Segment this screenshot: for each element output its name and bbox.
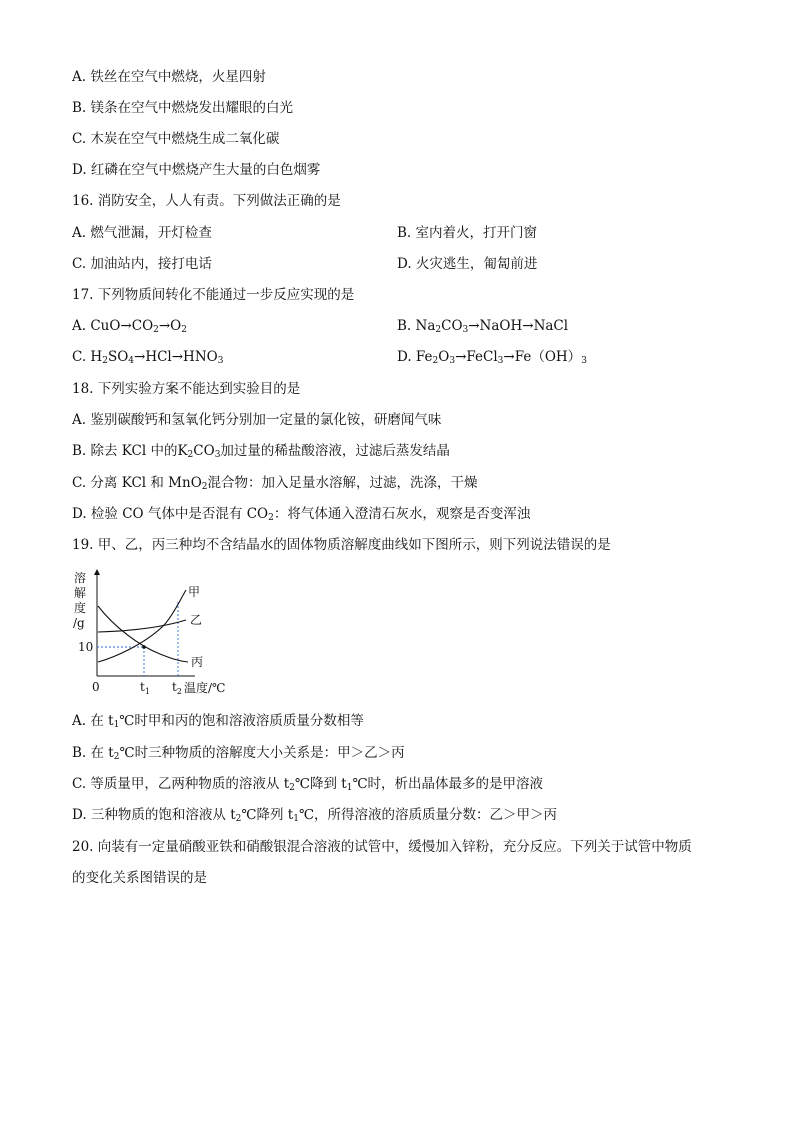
t2-label: $t_2$ [172,680,182,696]
curve-yi [98,620,186,632]
y-tick-10: 10 [78,640,94,654]
curve-label-jia: 甲 [188,585,201,599]
q17-option-d: D. $Fe_2O_3\to FeCl_3\to Fe(OH)_3$ [397,349,587,366]
origin-label: 0 [92,680,100,694]
solubility-curve-figure [70,568,240,698]
t1-label: $t_1$ [140,680,150,696]
curve-label-yi: 乙 [190,613,203,627]
q18-option-b: B. 除去 KCl 中的$K_2CO_3$加过量的稀盐酸溶液，过滤后蒸发结晶 [72,443,450,460]
q20-stem-line-1: 20. 向装有一定量硝酸亚铁和硝酸银混合溶液的试管中，缓慢加入锌粉，充分反应。下列关于试管中物质 [72,839,692,855]
curve-jia [98,590,186,662]
q18-option-c: C. 分离 KCl 和 MnO$_2$混合物：加入足量水溶解，过滤，洗涤，干燥 [72,475,478,492]
q19-option-b: B. 在 $t_2℃$时三种物质的溶解度大小关系是：甲＞乙＞丙 [72,745,405,762]
curve-bing [98,606,188,662]
q17-option-a: A. $CuO\to CO_2\to O_2$ [72,318,187,335]
q20-stem-line-2: 的变化关系图错误的是 [72,870,207,886]
q19-option-d: D. 三种物质的饱和溶液从 $t_2℃$降列 $t_1℃$，所得溶液的溶质质量分数：乙＞甲＞丙 [72,807,558,824]
q16-stem: 16. 消防安全，人人有责。下列做法正确的是 [72,193,341,209]
y-axis-label-char-1: 溶 [74,571,87,585]
q17-stem: 17. 下列物质间转化不能通过一步反应实现的是 [72,287,355,303]
y-axis-label-char-2: 解 [74,586,87,600]
q15-option-a: A. 铁丝在空气中燃烧，火星四射 [72,69,266,85]
q19-stem: 19. 甲、乙，丙三种均不含结晶水的固体物质溶解度曲线如下图所示，则下列说法错误的是 [72,537,611,553]
q17-option-b: B. $Na_2CO_3\to NaOH\to NaCl$ [397,318,569,335]
x-axis-label: 温度/℃ [184,681,226,695]
q16-option-d: D. 火灾逃生，匍匐前进 [397,256,538,272]
q18-option-d: D. 检验 CO 气体中是否混有 $CO_2$：将气体通入澄清石灰水，观察是否变浑浊 [72,506,531,523]
q15-option-b: B. 镁条在空气中燃烧发出耀眼的白光 [72,100,294,116]
q18-stem: 18. 下列实验方案不能达到实验目的是 [72,381,301,397]
q18-option-a: A. 鉴别碳酸钙和氢氧化钙分别加一定量的氯化铵，研磨闻气味 [72,412,442,428]
curve-label-bing: 丙 [191,655,204,669]
q17-option-c: C. $H_2SO_4\to HCl\to HNO_3$ [72,349,224,366]
q19-option-c: C. 等质量甲，乙两种物质的溶液从 $t_2℃$降到 $t_1℃$时，析出晶体最多的是甲溶液 [72,776,544,793]
y-axis-label-char-4: /g [73,616,85,630]
solubility-curve-svg [70,568,240,698]
q16-option-c: C. 加油站内，接打电话 [72,256,212,272]
intersection-point [142,645,146,649]
q16-option-b: B. 室内着火，打开门窗 [397,225,538,241]
q15-option-d: D. 红磷在空气中燃烧产生大量的白色烟雾 [72,162,321,178]
y-axis-label-char-3: 度 [74,601,87,615]
q19-option-a: A. 在 $t_1℃$时甲和丙的饱和溶液溶质质量分数相等 [72,713,364,730]
q16-option-a: A. 燃气泄漏，开灯检查 [72,225,212,241]
q15-option-c: C. 木炭在空气中燃烧生成二氧化碳 [72,131,280,147]
